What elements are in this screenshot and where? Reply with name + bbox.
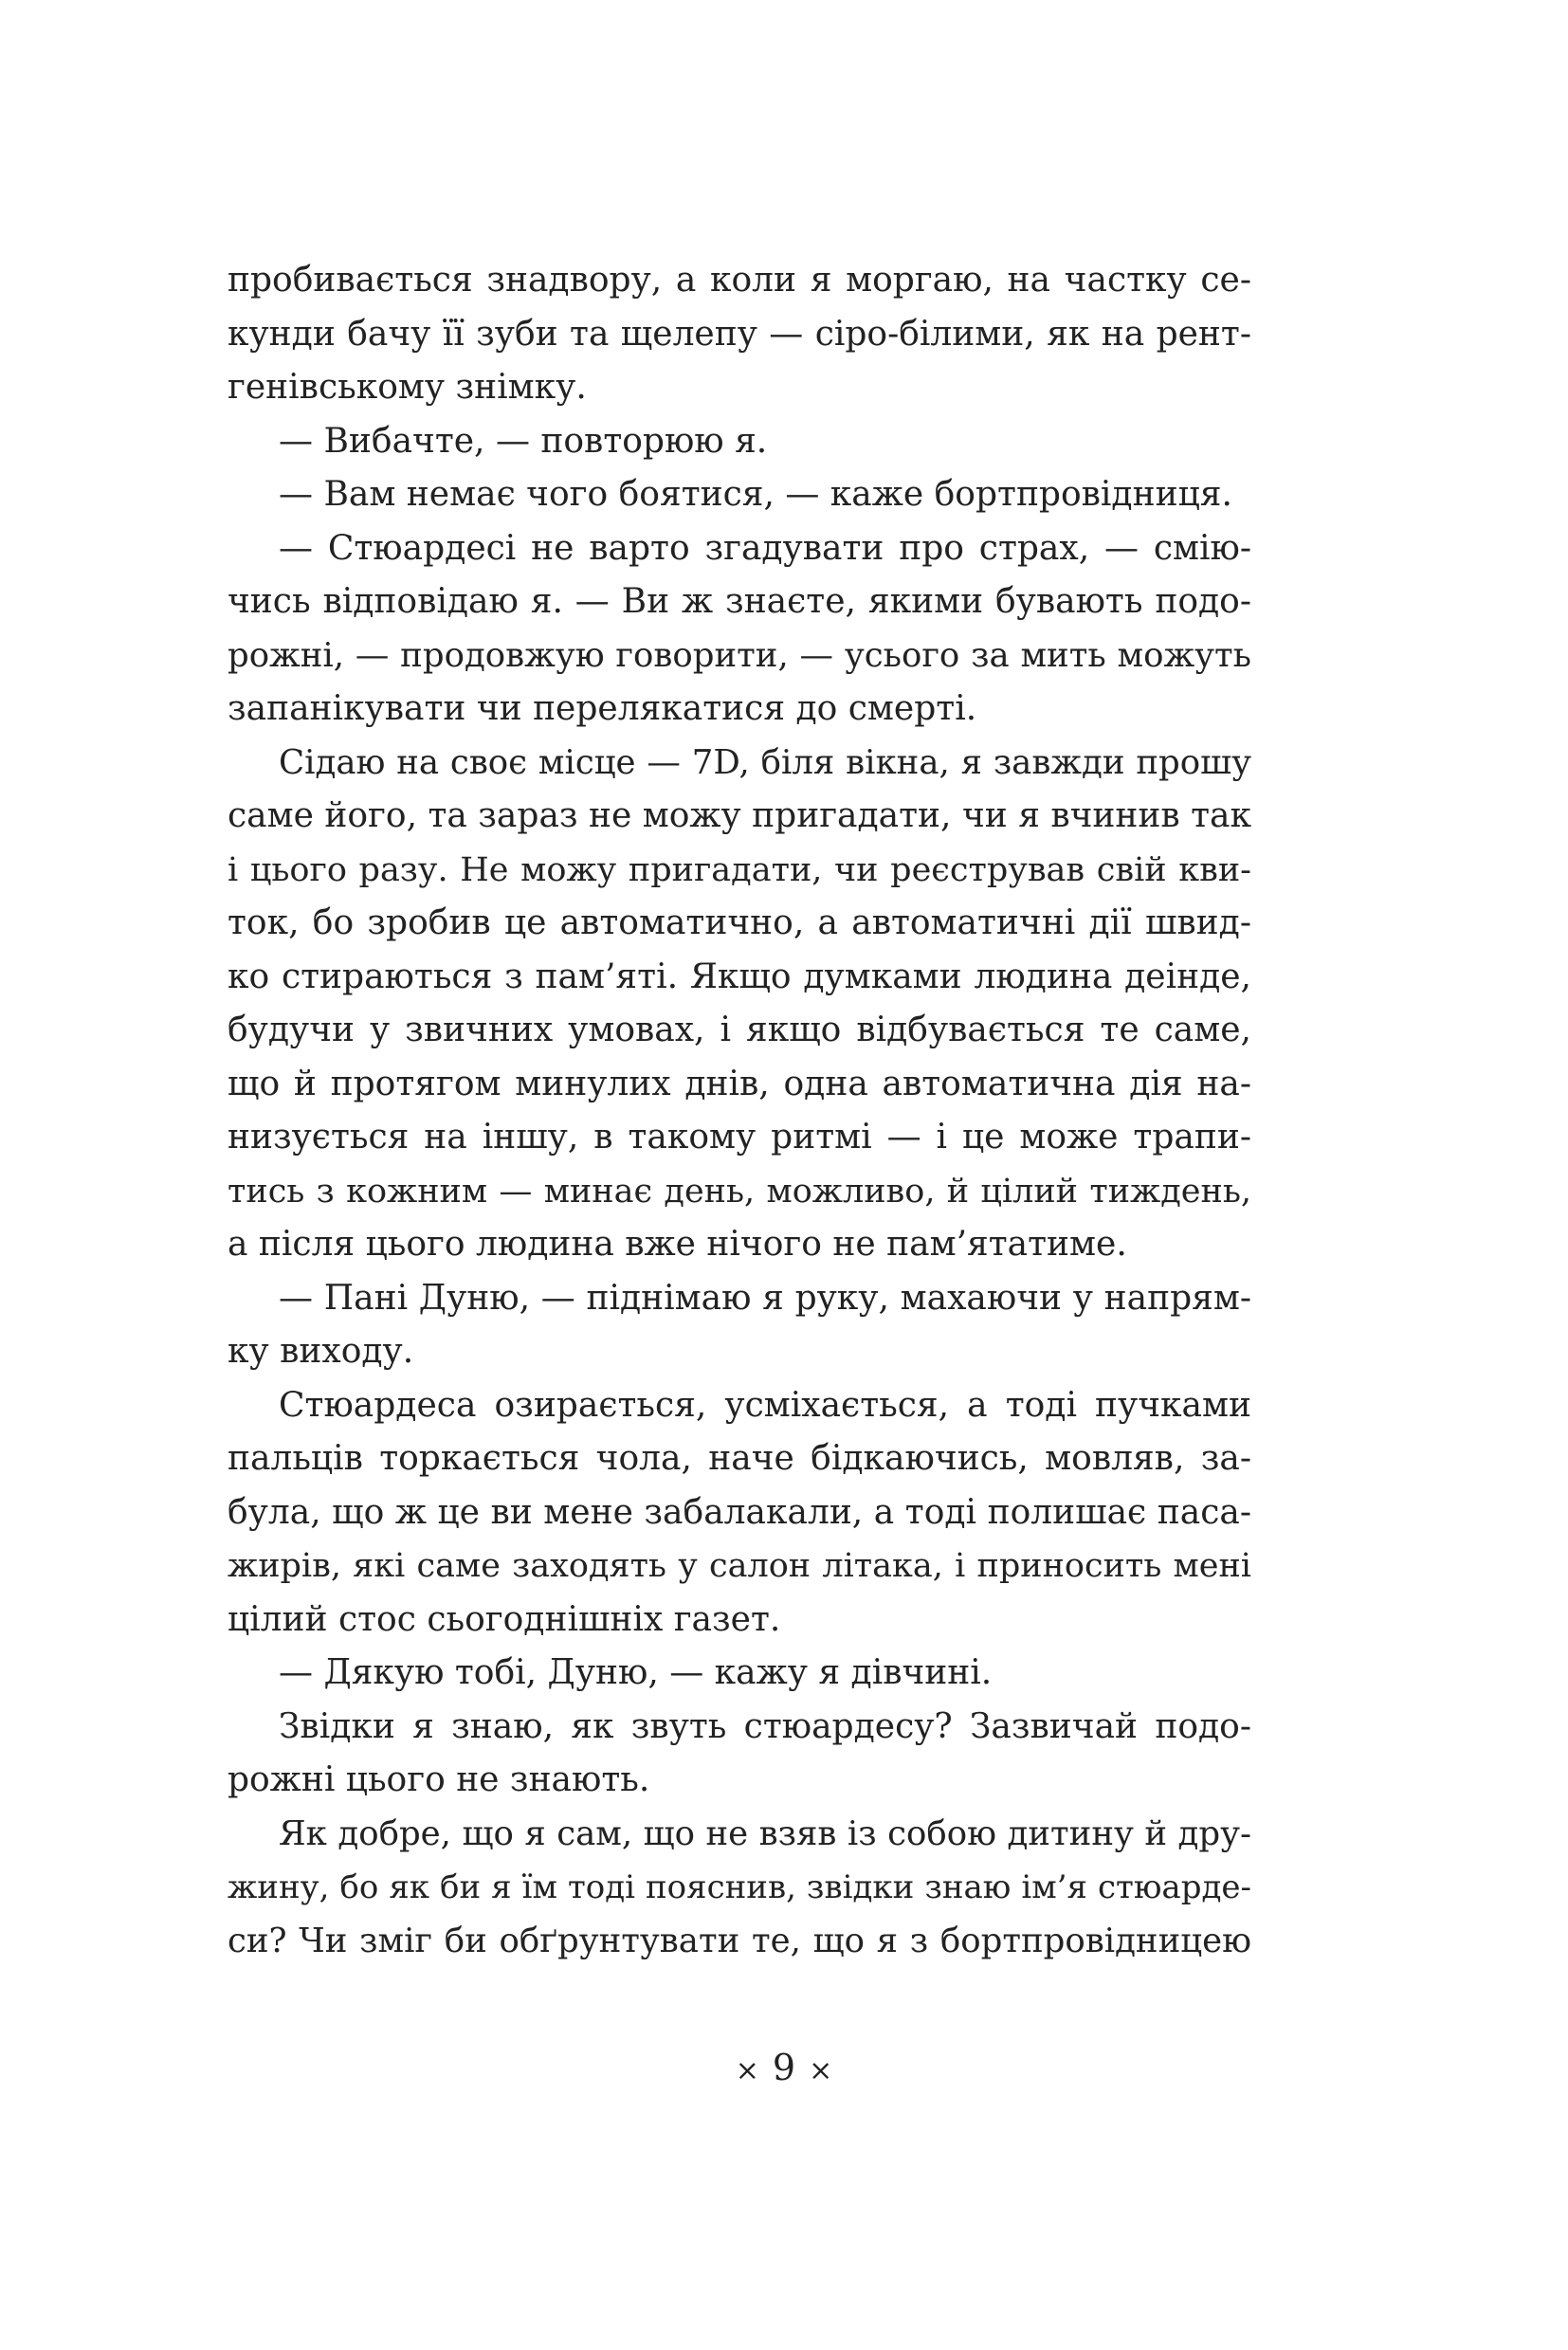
- text-line: ко стираються з пам’яті. Якщо думками людина деінде,: [228, 956, 1251, 996]
- text-line: саме його, та зараз не можу пригадати, чи я вчинив так: [228, 796, 1251, 835]
- text-line: Як добре, що я сам, що не взяв із собою дитину й дру-: [279, 1813, 1251, 1853]
- text-line: рожні, — продовжую говорити, — усього за мить можуть: [228, 635, 1251, 675]
- text-line: пальців торкається чола, наче бідкаючись, мовляв, за-: [228, 1439, 1251, 1478]
- text-line: а після цього людина вже нічого не пам’ятатиме.: [228, 1225, 1127, 1264]
- page-number-footer: [0, 2044, 1568, 2095]
- text-line: Сідаю на своє місце — 7D, біля вікна, я завжди прошу: [279, 742, 1251, 782]
- text-line: ток, бо зробив це автоматично, а автоматичні дії швид-: [228, 903, 1251, 942]
- text-line: і цього разу. Не можу пригадати, чи реєстрував свій кви-: [228, 850, 1251, 889]
- text-line: — Дякую тобі, Дуню, — кажу я дівчині.: [279, 1653, 993, 1692]
- text-line: рожні цього не знають.: [228, 1760, 650, 1799]
- text-line: чись відповідаю я. — Ви ж знаєте, якими бувають подо-: [228, 582, 1251, 621]
- text-line: що й протягом минулих днів, одна автоматична дія на-: [228, 1064, 1251, 1103]
- text-line: жину, бо як би я їм тоді пояснив, звідки знаю ім’я стюарде-: [228, 1868, 1251, 1906]
- text-line: низується на іншу, в такому ритмі — і це може трапи-: [228, 1118, 1251, 1157]
- text-line: запанікувати чи перелякатися до смерті.: [228, 689, 977, 728]
- text-line: — Вибачте, — повторюю я.: [279, 421, 768, 461]
- text-line: жирів, які саме заходять у салон літака, і приносить мені: [228, 1547, 1251, 1585]
- text-line: — Стюардесі не варто згадувати про страх, — смію-: [279, 528, 1251, 568]
- text-line: — Пані Дуню, — піднімаю я руку, махаючи у напрям-: [279, 1278, 1251, 1318]
- text-line: генівському знімку.: [228, 368, 587, 407]
- text-line: пробивається знадвору, а коли я моргаю, на частку се-: [228, 261, 1251, 300]
- text-line: Звідки я знаю, як звуть стюардесу? Зазвичай подо-: [279, 1706, 1251, 1746]
- text-line: кунди бачу її зуби та щелепу — сіро-білими, як на рент-: [228, 314, 1251, 354]
- text-line: ку виходу.: [228, 1332, 414, 1371]
- folio-ornament-right: ×: [809, 2054, 833, 2087]
- text-line: — Вам немає чого боятися, — каже бортпровідниця.: [279, 475, 1232, 514]
- text-line: була, що ж це ви мене забалакали, а тоді полишає паса-: [228, 1492, 1251, 1532]
- text-line: си? Чи зміг би обґрунтувати те, що я з бортпровідницею: [228, 1921, 1251, 1960]
- page-number: 9: [772, 2047, 796, 2088]
- text-line: Стюардеса озирається, усміхається, а тоді пучками: [279, 1385, 1251, 1425]
- body-text: [228, 254, 1251, 1968]
- text-line: будучи у звичних умовах, і якщо відбувається те саме,: [228, 1011, 1251, 1049]
- folio-ornament-left: ×: [735, 2054, 759, 2087]
- text-line: тись з кожним — минає день, можливо, й цілий тиждень,: [228, 1172, 1251, 1211]
- text-line: цілий стос сьогоднішніх газет.: [228, 1599, 781, 1639]
